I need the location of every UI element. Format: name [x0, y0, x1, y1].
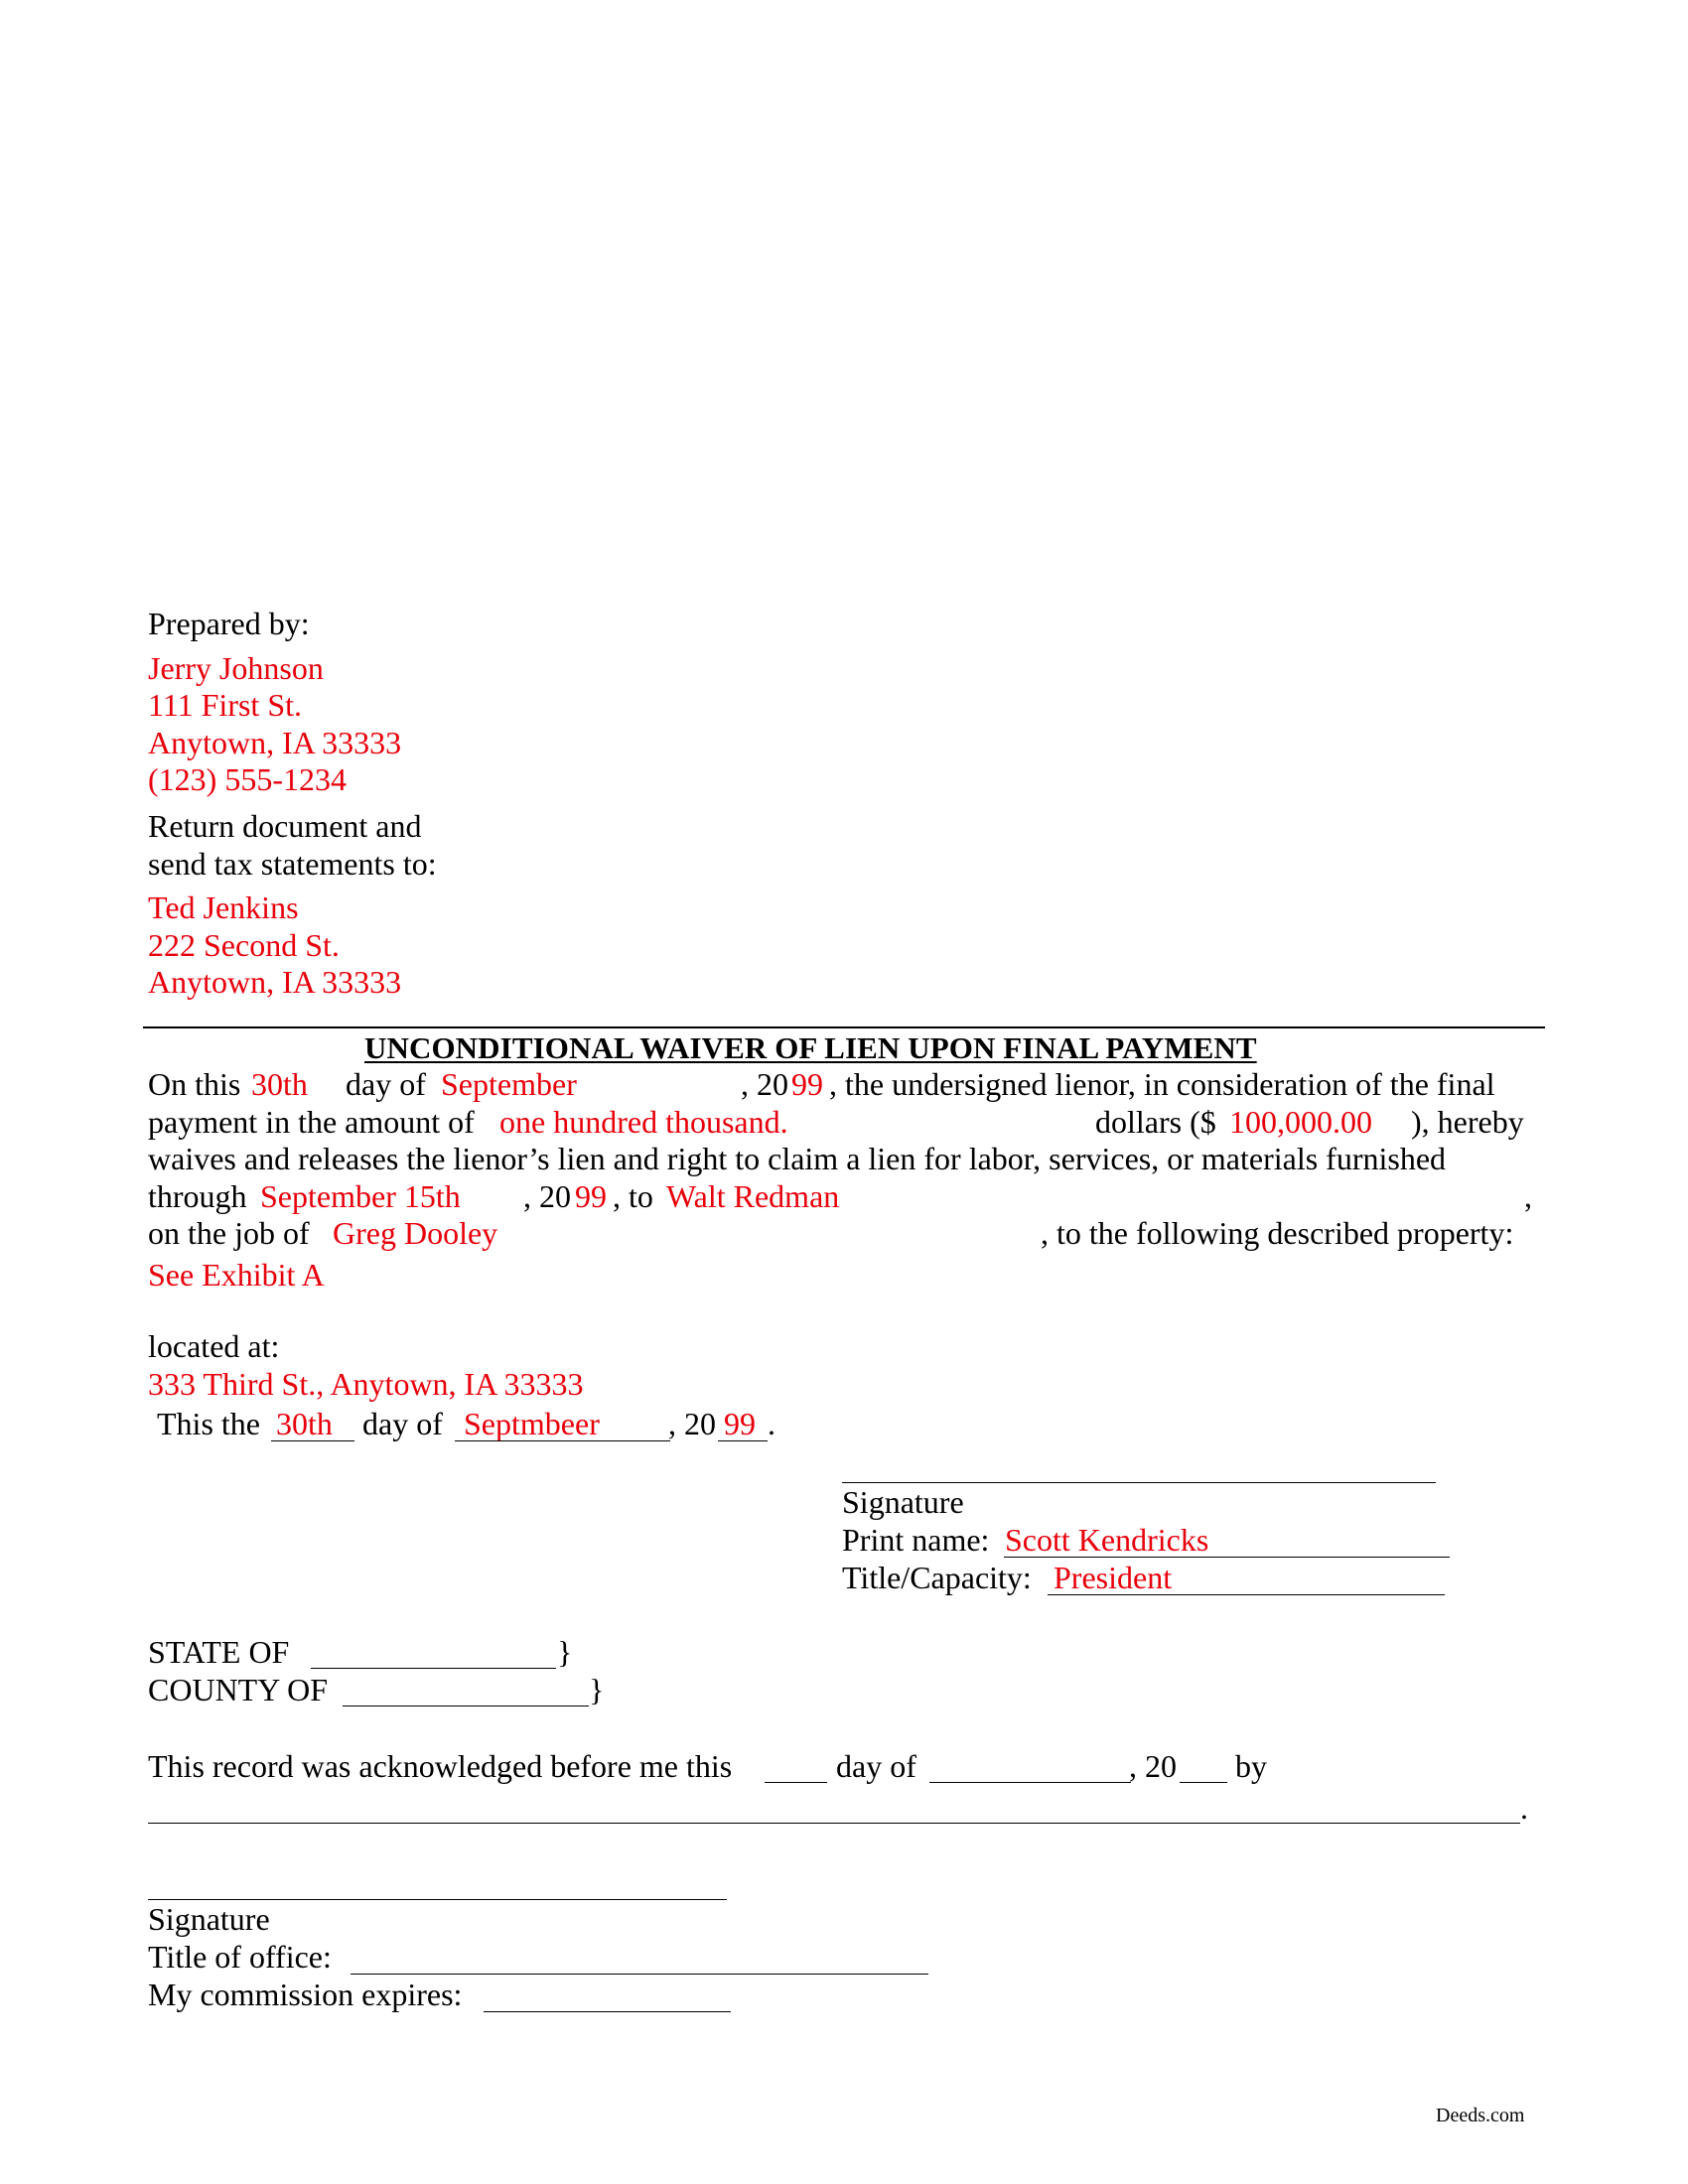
state-brace: }	[557, 1634, 573, 1670]
county-of-label: COUNTY OF	[148, 1672, 329, 1707]
commission-expires-blank	[484, 2011, 731, 2012]
ack-name-blank	[148, 1823, 1520, 1824]
text-located-at: located at:	[148, 1328, 280, 1364]
text-dated-period: .	[768, 1406, 775, 1441]
title-rule	[143, 1026, 1545, 1028]
text-day-of: day of	[346, 1066, 426, 1102]
commission-expires-label: My commission expires:	[148, 1977, 463, 2012]
text-to: , to	[613, 1178, 653, 1214]
field-amount-number: 100,000.00	[1229, 1104, 1372, 1140]
return-name: Ted Jenkins	[148, 889, 299, 925]
dated-day-underline	[271, 1440, 354, 1441]
field-title-capacity: President	[1054, 1560, 1173, 1595]
return-city: Anytown, IA 33333	[148, 964, 402, 1000]
return-street: 222 Second St.	[148, 926, 340, 963]
text-this-the: This the	[157, 1406, 260, 1441]
text-dated-day-of: day of	[362, 1406, 443, 1441]
notary-signature-line	[148, 1899, 727, 1900]
footer-brand: Deeds.com	[1436, 2105, 1525, 2126]
preparer-name: Jerry Johnson	[148, 649, 324, 686]
field-property-address: 333 Third St., Anytown, IA 33333	[148, 1366, 584, 1402]
document-title: UNCONDITIONAL WAIVER OF LIEN UPON FINAL PAYMENT	[364, 1030, 1257, 1065]
preparer-street: 111 First St.	[148, 687, 302, 723]
print-name-underline	[1004, 1557, 1450, 1558]
text-dated-year-prefix: , 20	[668, 1406, 716, 1441]
ack-period: .	[1520, 1790, 1528, 1826]
field-exhibit: See Exhibit A	[148, 1257, 325, 1293]
print-name-label: Print name:	[842, 1522, 990, 1558]
return-label-line1: Return document and	[148, 808, 422, 844]
signer-signature-label: Signature	[842, 1484, 964, 1520]
field-dated-month: Septmbeer	[464, 1406, 600, 1441]
ack-text-4: by	[1235, 1748, 1267, 1784]
title-capacity-label: Title/Capacity:	[842, 1560, 1032, 1595]
signer-signature-line	[842, 1482, 1436, 1483]
title-capacity-underline	[1048, 1594, 1445, 1595]
text-job-of: on the job of	[148, 1215, 310, 1251]
title-of-office-label: Title of office:	[148, 1939, 332, 1975]
field-print-name: Scott Kendricks	[1005, 1522, 1209, 1558]
text-through: through	[148, 1178, 247, 1214]
ack-day-blank	[765, 1782, 827, 1783]
title-of-office-blank	[351, 1974, 928, 1975]
text-year-prefix: , 20	[741, 1066, 788, 1102]
state-of-blank	[311, 1668, 556, 1669]
field-year: 99	[791, 1066, 823, 1102]
text-on-this: On this	[148, 1066, 241, 1102]
county-brace: }	[589, 1672, 605, 1707]
text-waives: waives and releases the lienor’s lien and right to claim a lien for labor, services, or materials furnished	[148, 1141, 1447, 1176]
field-to-name: Walt Redman	[666, 1178, 840, 1214]
prepared-by-label: Prepared by:	[148, 606, 310, 641]
text-comma: ,	[1524, 1178, 1532, 1214]
dated-month-underline	[455, 1440, 670, 1441]
text-consideration: , the undersigned lienor, in consideration of the final	[829, 1066, 1495, 1102]
return-label-line2: send tax statements to:	[148, 845, 437, 882]
field-through-year: 99	[575, 1178, 607, 1214]
text-dollars: dollars ($	[1095, 1104, 1216, 1140]
field-amount-words: one hundred thousand.	[499, 1104, 788, 1140]
field-dated-year: 99	[724, 1406, 756, 1441]
text-through-year-prefix: , 20	[523, 1178, 571, 1214]
ack-year-blank	[1180, 1782, 1227, 1783]
dated-year-underline	[718, 1440, 768, 1441]
text-described-property: , to the following described property:	[1041, 1215, 1514, 1251]
preparer-city: Anytown, IA 33333	[148, 724, 402, 760]
field-day: 30th	[251, 1066, 308, 1102]
field-through-date: September 15th	[260, 1178, 461, 1214]
field-job-name: Greg Dooley	[333, 1215, 498, 1251]
text-hereby: ), hereby	[1411, 1104, 1524, 1140]
field-dated-day: 30th	[276, 1406, 333, 1441]
state-of-label: STATE OF	[148, 1634, 290, 1670]
ack-text-2: day of	[836, 1748, 916, 1784]
text-payment-amount: payment in the amount of	[148, 1104, 475, 1140]
ack-text-3: , 20	[1129, 1748, 1177, 1784]
ack-month-blank	[929, 1782, 1131, 1783]
prepared-by-block	[148, 606, 401, 799]
preparer-phone: (123) 555-1234	[148, 761, 347, 797]
return-to-block	[148, 808, 437, 1002]
field-month: September	[441, 1066, 577, 1102]
ack-text-1: This record was acknowledged before me this	[148, 1748, 733, 1784]
notary-signature-label: Signature	[148, 1901, 270, 1937]
